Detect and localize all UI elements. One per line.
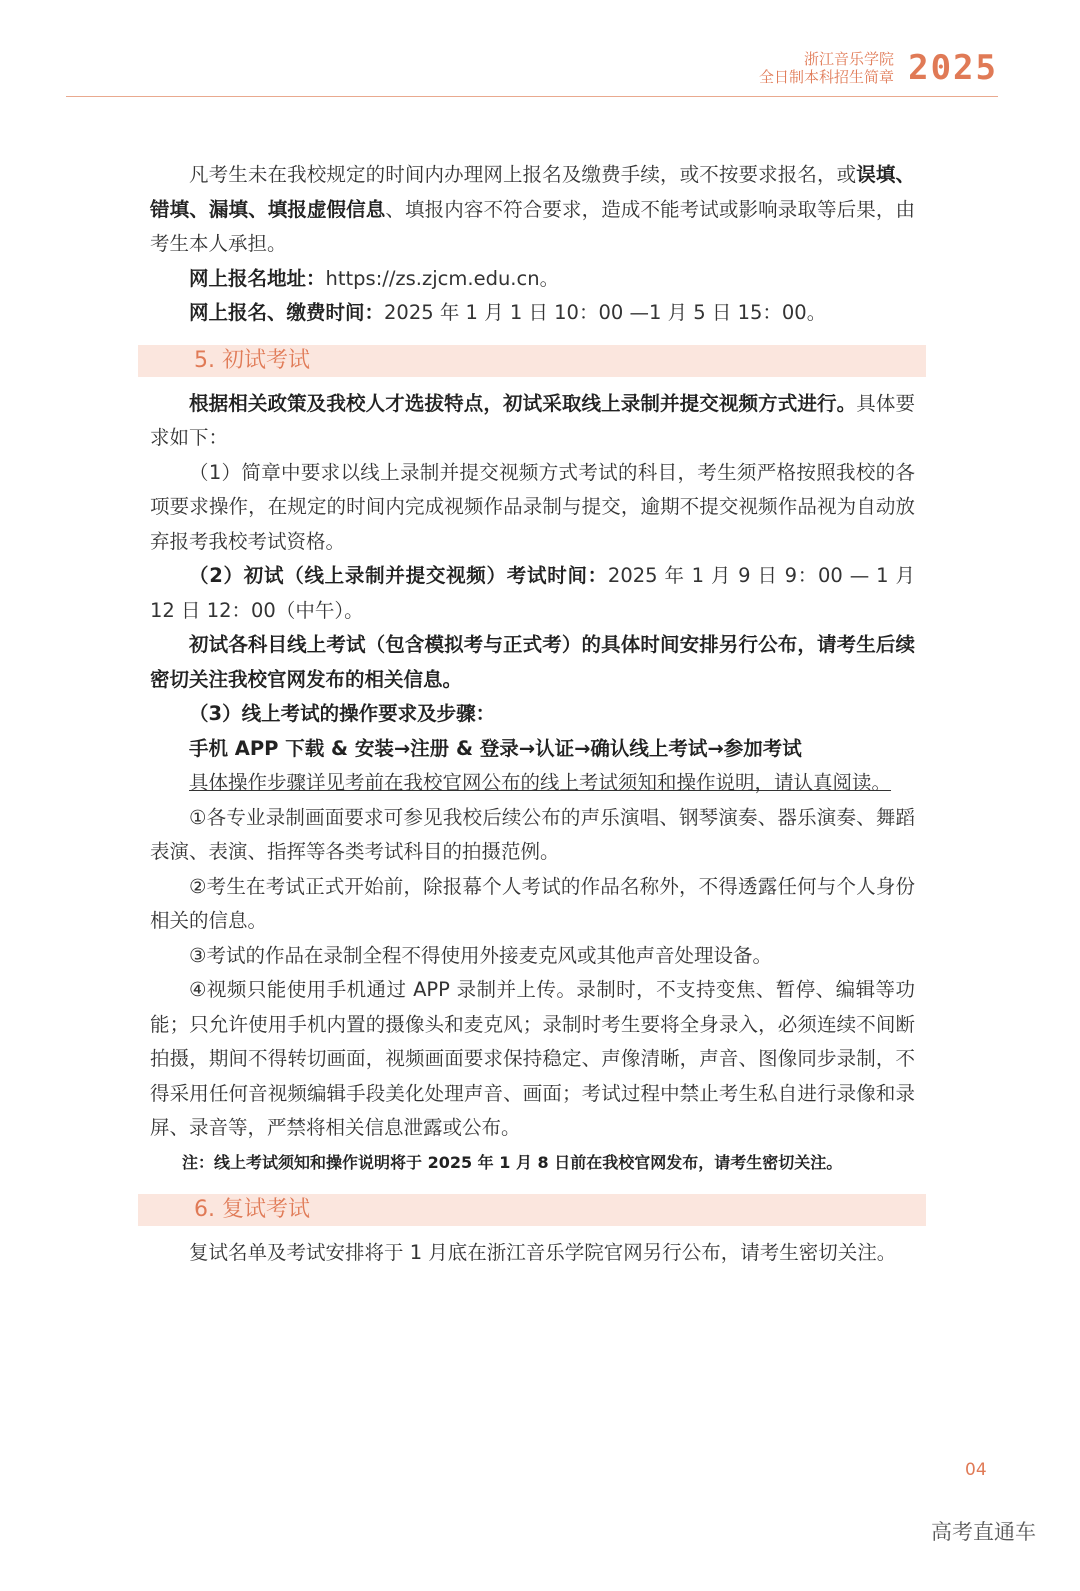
section-5-item-1: （1）简章中要求以线上录制并提交视频方式考试的科目，考生须严格按照我校的各项要求操作，在规定的时间内完成视频作品录制与提交，逾期不提交视频作品视为自动放弃报考我校考试资格。 — [150, 460, 915, 553]
section-5-point-1: ①各专业录制画面要求可参见我校后续公布的声乐演唱、钢琴演奏、器乐演奏、舞蹈表演、表演、指挥等各类考试科目的拍摄范例。 — [150, 805, 915, 863]
section-6-heading — [138, 1194, 926, 1226]
section-5-note: 注：线上考试须知和操作说明将于 2025 年 1 月 8 日前在我校官网发布，请考生密切关注。 — [182, 1152, 843, 1172]
item-2-value: 2025 年 1 月 9 日 9：00 — 1 月 12 日 12：00（中午）。 — [150, 564, 915, 622]
item-2-label: （2）初试（线上录制并提交视频）考试时间： — [189, 564, 608, 587]
header-text-block — [759, 50, 894, 86]
page-content — [150, 158, 915, 1271]
section-5-title: 5. 初试考试 — [194, 347, 310, 373]
header-subtitle: 全日制本科招生简章 — [758, 68, 894, 86]
header-school: 浙江音乐学院 — [803, 50, 894, 68]
intro-text-1: 凡考生未在我校规定的时间内办理网上报名及缴费手续，或不按要求报名，或 — [189, 163, 857, 186]
page-header — [66, 40, 998, 97]
section-5-item-2-note: 初试各科目线上考试（包含模拟考与正式考）的具体时间安排另行公布，请考生后续密切关注我校官网发布的相关信息。 — [150, 633, 915, 691]
address-value: https://zs.zjcm.edu.cn。 — [325, 266, 560, 290]
section-5-steps: 手机 APP 下载 & 安装→注册 & 登录→认证→确认线上考试→参加考试 — [189, 736, 802, 760]
section-5-heading — [138, 345, 926, 377]
watermark: 高考直通车 — [931, 1520, 1036, 1544]
section-5-point-3: ③考试的作品在录制全程不得使用外接麦克风或其他声音处理设备。 — [189, 943, 772, 967]
header-year: 2025 — [908, 48, 998, 88]
address-label: 网上报名地址： — [189, 266, 326, 290]
section-5-lead — [150, 387, 915, 456]
intro-text-2: 、填报内容不符合要求，造成不能考试或影响录取等后果，由考生本人承担。 — [150, 197, 915, 255]
time-label: 网上报名、缴费时间： — [189, 301, 385, 324]
intro-bold-text: 误填、错填、漏填、填报虚假信息 — [150, 163, 915, 221]
section-5-item-2 — [150, 559, 915, 628]
section-5-steps-link: 具体操作步骤详见考前在我校官网公布的线上考试须知和操作说明，请认真阅读。 — [189, 771, 892, 794]
intro-paragraph — [150, 158, 915, 262]
section-6-title: 6. 复试考试 — [194, 1197, 310, 1222]
registration-address — [150, 262, 915, 297]
section-5-point-2: ②考生在考试正式开始前，除报幕个人考试的作品名称外，不得透露任何与个人身份相关的信息。 — [150, 874, 915, 932]
section-5-point-4: ④视频只能使用手机通过 APP 录制并上传。录制时，不支持变焦、暂停、编辑等功能；只允许使用手机内置的摄像头和麦克风；录制时考生要将全身录入，必须连续不间断拍摄，期间不得转切画面，视频画面要求保持稳定、声像清晰，声音、图像同步录制，不得采用任何音视频编辑手段美化处理声音、画面；考试过程中禁止考生私自进行录像和录屏、录音等，严禁将相关信息泄露或公布。 — [150, 978, 915, 1139]
time-value: 2025 年 1 月 1 日 10：00 —1 月 5 日 15：00。 — [384, 301, 827, 324]
section-5-lead-bold: 根据相关政策及我校人才选拔特点，初试采取线上录制并提交视频方式进行。 — [189, 391, 857, 415]
section-5-item-3-label: （3）线上考试的操作要求及步骤： — [189, 702, 496, 725]
section-6-text: 复试名单及考试安排将于 1 月底在浙江音乐学院官网另行公布，请考生密切关注。 — [189, 1241, 897, 1264]
section-5-lead-rest: 具体要求如下： — [150, 391, 915, 449]
page-number: 04 — [965, 1460, 987, 1480]
registration-time — [150, 296, 915, 331]
